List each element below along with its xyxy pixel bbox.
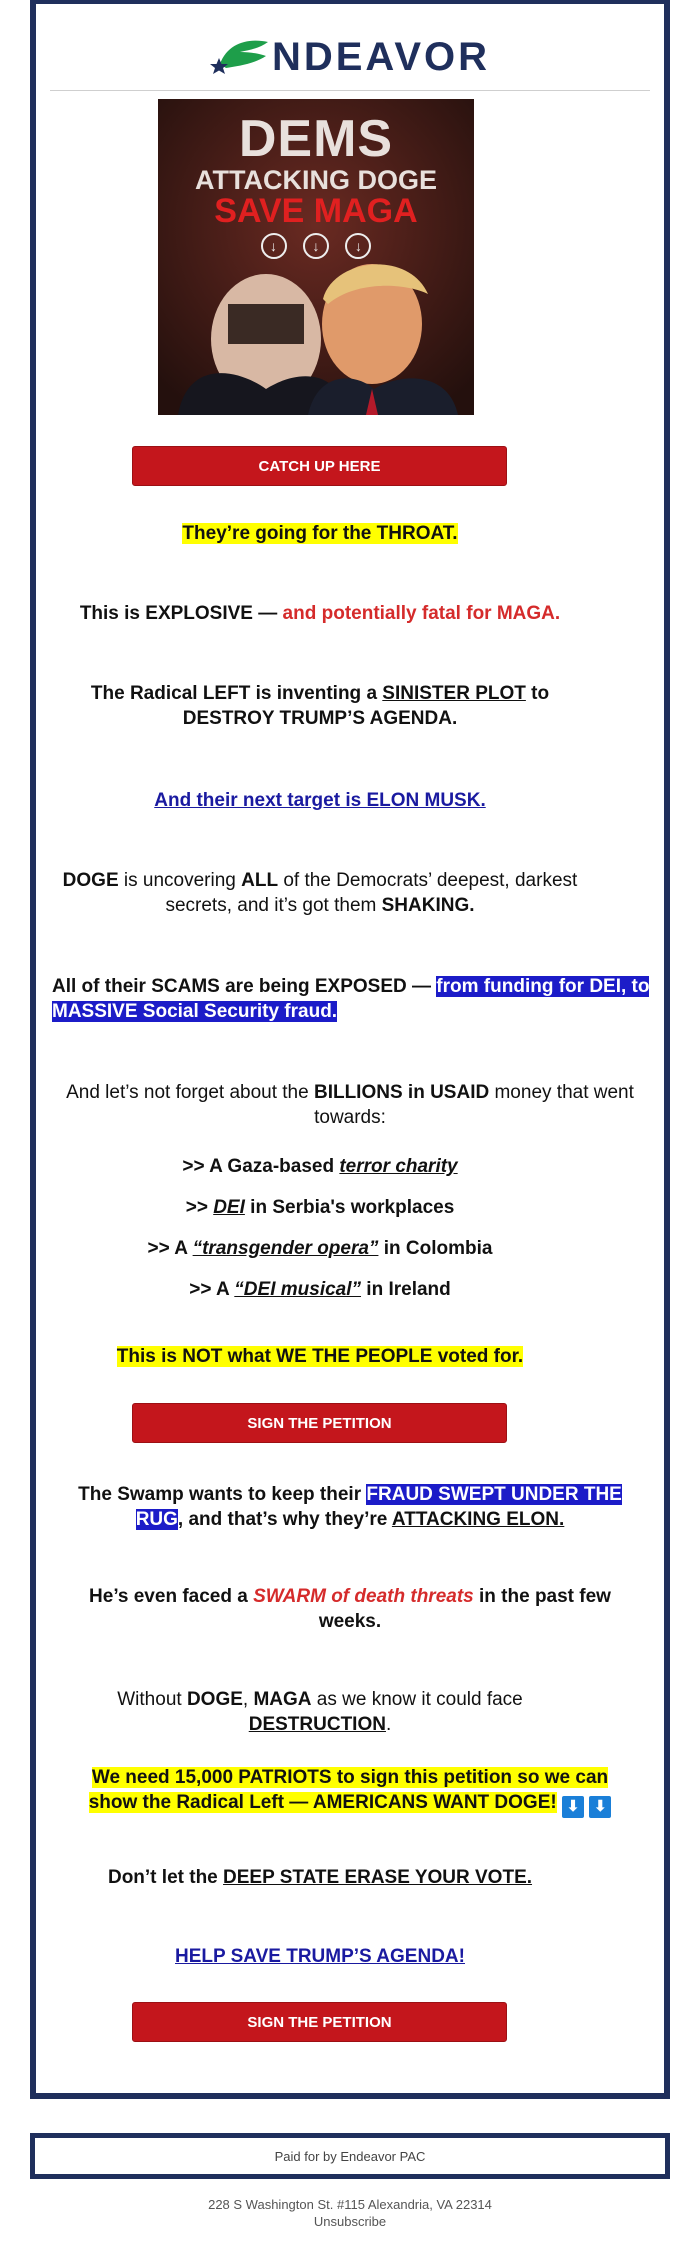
blue-highlight-text: from funding for DEI, to MASSIVE Social Security fraud. bbox=[52, 976, 650, 1022]
paragraph-deep-state bbox=[48, 1865, 592, 1890]
paragraph-elon-target bbox=[48, 788, 592, 813]
header-divider bbox=[50, 90, 650, 91]
bold-text: DOGE bbox=[186, 1689, 243, 1710]
text-segment: He’s even faced a bbox=[89, 1586, 254, 1607]
paragraph-save-agenda bbox=[48, 1944, 592, 1969]
hero-image[interactable] bbox=[158, 99, 474, 415]
underlined-text: ATTACKING ELON. bbox=[391, 1509, 565, 1530]
star-leaf-logo-icon bbox=[210, 34, 270, 80]
text-segment: of the Democrats’ deepest, darkest secrets, and it’s got them bbox=[165, 870, 578, 916]
text-segment: is uncovering bbox=[118, 870, 242, 891]
text-segment: And let’s not forget about the bbox=[66, 1082, 314, 1103]
text-segment: money that went towards: bbox=[314, 1082, 634, 1128]
text-segment: to DESTROY TRUMP’S AGENDA. bbox=[182, 683, 550, 729]
headline-we-the-people bbox=[48, 1344, 592, 1369]
list-item: >> A Gaza-based terror charity bbox=[182, 1156, 458, 1177]
unsubscribe-link[interactable]: Unsubscribe bbox=[313, 2214, 387, 2229]
blue-highlight-text: FRAUD SWEPT UNDER THE RUG bbox=[135, 1484, 622, 1530]
bold-text: MAGA bbox=[253, 1689, 312, 1710]
paragraph-swamp bbox=[58, 1482, 642, 1532]
sign-petition-button-bottom[interactable]: SIGN THE PETITION bbox=[132, 2002, 507, 2042]
text-segment: as we know it could face bbox=[311, 1689, 523, 1710]
paragraph-scams bbox=[52, 974, 652, 1024]
paragraph-doge bbox=[60, 868, 580, 918]
bold-text: ALL bbox=[241, 870, 279, 891]
text-segment: The Radical LEFT is inventing a bbox=[90, 683, 383, 704]
underlined-text: DESTRUCTION bbox=[248, 1714, 386, 1735]
list-item: >> DEI in Serbia's workplaces bbox=[185, 1197, 455, 1218]
text-segment: Without bbox=[117, 1689, 187, 1710]
bold-text: SHAKING. bbox=[381, 895, 475, 916]
red-text: SWARM of death threats bbox=[253, 1586, 474, 1607]
hero-tagline: SAVE MAGA bbox=[214, 192, 418, 230]
save-agenda-link[interactable]: HELP SAVE TRUMP’S AGENDA! bbox=[175, 1946, 465, 1967]
hero-subtitle: ATTACKING DOGE bbox=[195, 165, 437, 195]
underlined-text: DEEP STATE ERASE YOUR VOTE. bbox=[223, 1867, 533, 1888]
endeavor-logo[interactable] bbox=[36, 34, 664, 94]
paragraph-sinister-plot bbox=[80, 681, 560, 731]
bold-text: BILLIONS in USAID bbox=[313, 1082, 490, 1103]
down-arrow-icon: ⬇ bbox=[589, 1796, 611, 1818]
red-text: and potentially fatal for MAGA. bbox=[282, 603, 561, 624]
catch-up-button[interactable]: CATCH UP HERE bbox=[132, 446, 507, 486]
hero-title: DEMS bbox=[238, 110, 394, 168]
list-item: >> A “DEI musical” in Ireland bbox=[189, 1279, 451, 1300]
text-segment: , bbox=[242, 1689, 254, 1710]
hero-arrows bbox=[158, 233, 474, 259]
underlined-text: SINISTER PLOT bbox=[382, 683, 526, 704]
elon-musk-link[interactable]: And their next target is ELON MUSK. bbox=[154, 790, 486, 811]
usaid-list bbox=[48, 1146, 592, 1310]
text-segment: The Swamp wants to keep their bbox=[78, 1484, 367, 1505]
paragraph-death-threats bbox=[72, 1584, 628, 1634]
paid-for-text: Paid for by Endeavor PAC bbox=[274, 2148, 426, 2164]
arrow-down-icon: ↓ bbox=[303, 233, 329, 259]
highlighted-text: We need 15,000 PATRIOTS to sign this petition so we can show the Radical Left — AMERICANS WANT DOGE! bbox=[88, 1767, 609, 1813]
paragraph-explosive bbox=[48, 601, 592, 626]
footer-address: 228 S Washington St. #115 Alexandria, VA 22314 bbox=[208, 2197, 492, 2212]
sign-petition-button[interactable]: SIGN THE PETITION bbox=[132, 1403, 507, 1443]
bold-text: DOGE bbox=[62, 870, 119, 891]
arrow-down-icon: ↓ bbox=[345, 233, 371, 259]
text-segment: This is EXPLOSIVE — bbox=[79, 603, 283, 624]
arrow-down-icon: ↓ bbox=[261, 233, 287, 259]
paragraph-usaid bbox=[58, 1080, 642, 1130]
highlighted-text: They’re going for the THROAT. bbox=[182, 523, 458, 544]
headline-throat bbox=[48, 521, 592, 546]
text-segment: . bbox=[385, 1714, 392, 1735]
list-item: >> A “transgender opera” in Colombia bbox=[147, 1238, 493, 1259]
text-segment: All of their SCAMS are being EXPOSED — bbox=[52, 976, 437, 997]
logo-text: NDEAVOR bbox=[271, 34, 491, 79]
text-segment: in the past few weeks. bbox=[318, 1586, 611, 1632]
down-arrow-icon: ⬇ bbox=[562, 1796, 584, 1818]
paragraph-15000-patriots bbox=[66, 1765, 634, 1818]
paragraph-destruction bbox=[48, 1687, 592, 1737]
highlighted-text: This is NOT what WE THE PEOPLE voted for. bbox=[116, 1346, 524, 1367]
footer-paid-for bbox=[30, 2133, 670, 2179]
text-segment: Don’t let the bbox=[107, 1867, 224, 1888]
text-segment: , and that’s why they’re bbox=[177, 1509, 392, 1530]
